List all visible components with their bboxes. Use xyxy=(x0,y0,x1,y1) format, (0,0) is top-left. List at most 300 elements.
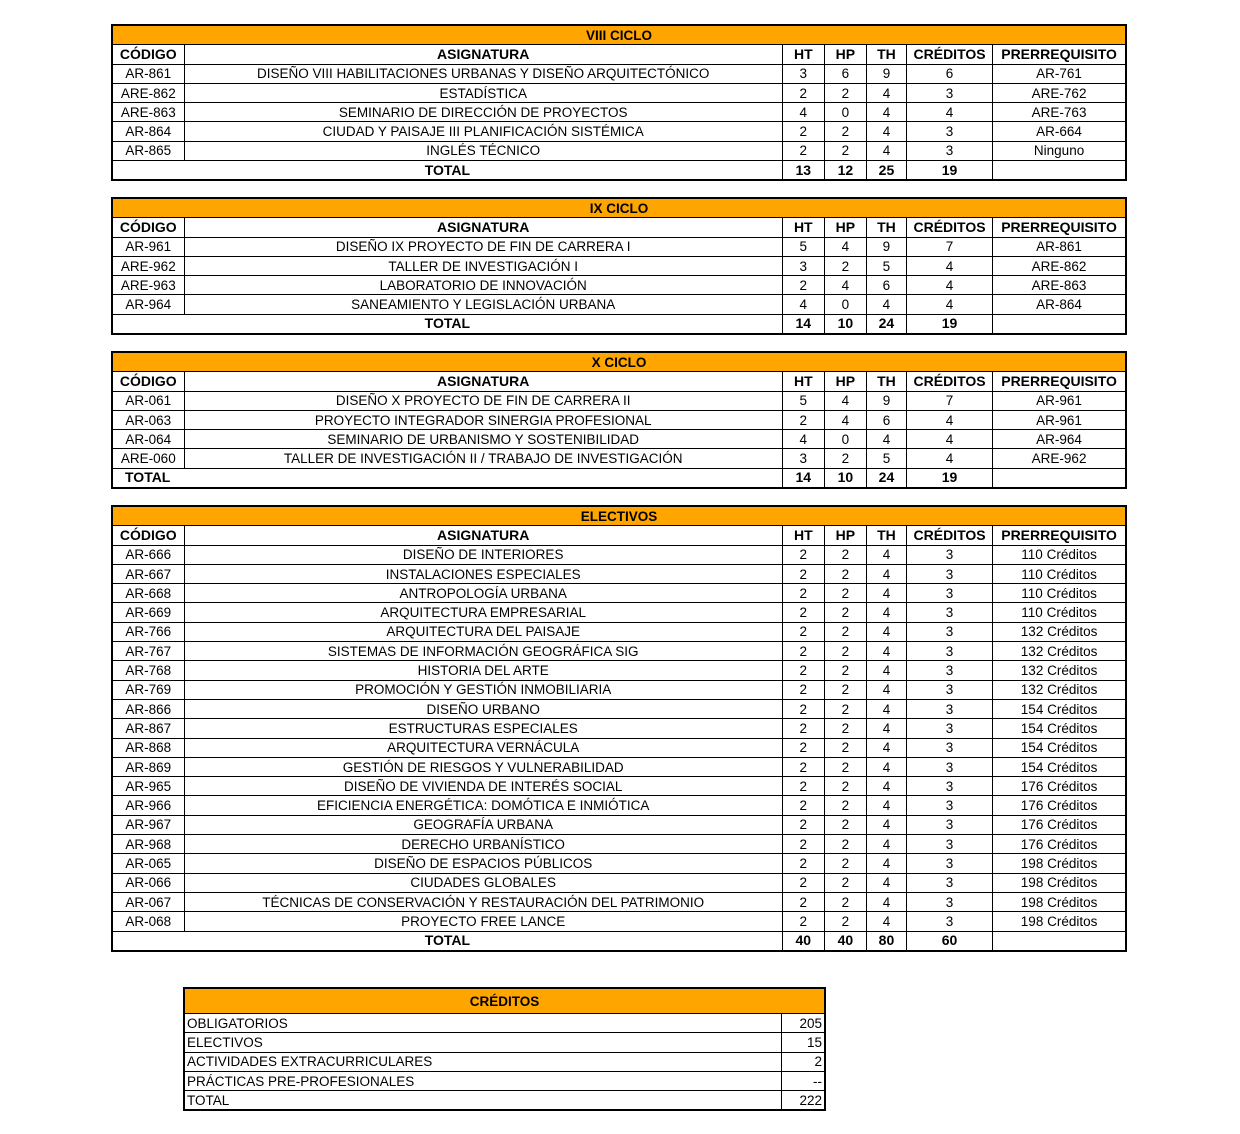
table-cell: GEOGRAFÍA URBANA xyxy=(184,815,782,834)
table-cell: 132 Créditos xyxy=(993,642,1126,661)
table-cell: Ninguno xyxy=(993,141,1126,160)
column-header: CRÉDITOS xyxy=(906,218,992,237)
table-cell: SANEAMIENTO Y LEGISLACIÓN URBANA xyxy=(184,295,782,314)
column-header: CRÉDITOS xyxy=(906,45,992,64)
table-cell: 4 xyxy=(906,276,992,295)
table-cell: 4 xyxy=(866,141,906,160)
credit-row xyxy=(184,1091,825,1111)
total-empty-cell xyxy=(993,468,1126,488)
table-cell: 110 Créditos xyxy=(993,603,1126,622)
table-cell: AR-666 xyxy=(112,545,184,564)
table-cell: 6 xyxy=(824,64,866,83)
credit-label: ELECTIVOS xyxy=(184,1033,781,1052)
table-title-row xyxy=(112,25,1126,45)
total-row xyxy=(112,931,1126,951)
table-cell: 4 xyxy=(906,430,992,449)
table-cell: ARE-060 xyxy=(112,449,184,468)
table-cell: ESTRUCTURAS ESPECIALES xyxy=(184,719,782,738)
table-cell: SEMINARIO DE URBANISMO Y SOSTENIBILIDAD xyxy=(184,430,782,449)
table-title: CRÉDITOS xyxy=(184,988,825,1014)
total-row xyxy=(112,314,1126,334)
table-cell: AR-866 xyxy=(112,699,184,718)
table-cell: AR-768 xyxy=(112,661,184,680)
table-cell: 4 xyxy=(906,295,992,314)
table-cell: 4 xyxy=(906,256,992,275)
table-cell: 132 Créditos xyxy=(993,680,1126,699)
column-header: HT xyxy=(782,372,824,391)
total-cr: 60 xyxy=(906,931,992,951)
table-cell: 2 xyxy=(782,410,824,429)
table-row xyxy=(112,738,1126,757)
table-cell: 5 xyxy=(866,256,906,275)
table-cell: 6 xyxy=(866,410,906,429)
total-label: TOTAL xyxy=(112,931,782,951)
table-cell: 4 xyxy=(824,410,866,429)
table-cell: 2 xyxy=(782,564,824,583)
table-cell: 5 xyxy=(866,449,906,468)
column-header: ASIGNATURA xyxy=(184,372,782,391)
table-ix-ciclo xyxy=(111,197,1127,335)
table-cell: 2 xyxy=(824,815,866,834)
table-cell: 2 xyxy=(782,873,824,892)
table-cell: 4 xyxy=(866,622,906,641)
table-row xyxy=(112,103,1126,122)
total-empty-cell xyxy=(993,314,1126,334)
table-cell: AR-864 xyxy=(112,122,184,141)
table-cell: 2 xyxy=(824,912,866,931)
table-row xyxy=(112,777,1126,796)
table-cell: 3 xyxy=(906,854,992,873)
table-cell: 2 xyxy=(782,757,824,776)
column-header: CÓDIGO xyxy=(112,45,184,64)
table-creditos xyxy=(183,987,826,1111)
table-row xyxy=(112,912,1126,931)
table-cell: 2 xyxy=(824,256,866,275)
table-cell: ANTROPOLOGÍA URBANA xyxy=(184,584,782,603)
column-header: CRÉDITOS xyxy=(906,526,992,545)
total-cr: 19 xyxy=(906,314,992,334)
table-viii-ciclo xyxy=(111,24,1127,181)
table-cell: DISEÑO DE INTERIORES xyxy=(184,545,782,564)
table-cell: 3 xyxy=(906,122,992,141)
table-row xyxy=(112,603,1126,622)
table-row xyxy=(112,719,1126,738)
table-cell: 5 xyxy=(782,391,824,410)
total-hp: 10 xyxy=(824,468,866,488)
table-cell: 4 xyxy=(866,661,906,680)
column-header: HP xyxy=(824,218,866,237)
table-cell: 3 xyxy=(782,64,824,83)
table-cell: AR-965 xyxy=(112,777,184,796)
table-cell: AR-668 xyxy=(112,584,184,603)
table-row xyxy=(112,449,1126,468)
table-cell: ESTADÍSTICA xyxy=(184,83,782,102)
column-header: HT xyxy=(782,526,824,545)
table-row xyxy=(112,642,1126,661)
table-cell: 3 xyxy=(906,912,992,931)
table-cell: 9 xyxy=(866,237,906,256)
table-row xyxy=(112,141,1126,160)
credit-row xyxy=(184,1014,825,1033)
table-cell: AR-769 xyxy=(112,680,184,699)
table-cell: AR-063 xyxy=(112,410,184,429)
table-cell: 2 xyxy=(782,622,824,641)
table-cell: 3 xyxy=(906,796,992,815)
table-cell: 3 xyxy=(906,699,992,718)
column-header: TH xyxy=(866,526,906,545)
header-row xyxy=(112,218,1126,237)
table-cell: 132 Créditos xyxy=(993,661,1126,680)
table-row xyxy=(112,295,1126,314)
total-label: TOTAL xyxy=(112,314,782,334)
table-cell: DERECHO URBANÍSTICO xyxy=(184,835,782,854)
table-cell: 2 xyxy=(824,757,866,776)
table-cell: 154 Créditos xyxy=(993,719,1126,738)
credit-value: 15 xyxy=(781,1033,825,1052)
table-cell: 4 xyxy=(866,430,906,449)
table-row xyxy=(112,622,1126,641)
table-cell: 4 xyxy=(866,892,906,911)
column-header: HP xyxy=(824,45,866,64)
table-cell: 2 xyxy=(782,603,824,622)
table-cell: ARE-963 xyxy=(112,276,184,295)
table-cell: 4 xyxy=(906,410,992,429)
table-cell: 2 xyxy=(782,83,824,102)
table-cell: 2 xyxy=(824,83,866,102)
table-cell: 2 xyxy=(824,892,866,911)
total-label: TOTAL xyxy=(112,468,782,488)
credit-value: 222 xyxy=(781,1091,825,1111)
table-cell: 7 xyxy=(906,237,992,256)
table-cell: TÉCNICAS DE CONSERVACIÓN Y RESTAURACIÓN DEL PATRIMONIO xyxy=(184,892,782,911)
table-row xyxy=(112,892,1126,911)
table-row xyxy=(112,815,1126,834)
table-cell: EFICIENCIA ENERGÉTICA: DOMÓTICA E INMIÓTICA xyxy=(184,796,782,815)
table-cell: AR-767 xyxy=(112,642,184,661)
table-cell: AR-064 xyxy=(112,430,184,449)
table-row xyxy=(112,680,1126,699)
table-title: ELECTIVOS xyxy=(112,506,1126,526)
table-cell: 2 xyxy=(782,912,824,931)
total-empty-cell xyxy=(993,161,1126,181)
table-row xyxy=(112,699,1126,718)
table-cell: GESTIÓN DE RIESGOS Y VULNERABILIDAD xyxy=(184,757,782,776)
column-header: CRÉDITOS xyxy=(906,372,992,391)
table-cell: 176 Créditos xyxy=(993,777,1126,796)
table-row xyxy=(112,83,1126,102)
table-cell: 4 xyxy=(866,699,906,718)
header-row xyxy=(112,526,1126,545)
column-header: PRERREQUISITO xyxy=(993,45,1126,64)
table-cell: 4 xyxy=(824,237,866,256)
table-cell: 2 xyxy=(782,854,824,873)
table-cell: 4 xyxy=(866,83,906,102)
table-cell: 4 xyxy=(866,103,906,122)
table-cell: AR-667 xyxy=(112,564,184,583)
table-cell: INGLÉS TÉCNICO xyxy=(184,141,782,160)
table-cell: 4 xyxy=(866,835,906,854)
table-cell: 2 xyxy=(824,545,866,564)
table-cell: 6 xyxy=(866,276,906,295)
table-cell: 4 xyxy=(866,122,906,141)
table-cell: 2 xyxy=(782,738,824,757)
table-cell: AR-061 xyxy=(112,391,184,410)
table-cell: 2 xyxy=(824,699,866,718)
column-header: PRERREQUISITO xyxy=(993,372,1126,391)
table-cell: 198 Créditos xyxy=(993,892,1126,911)
table-cell: 4 xyxy=(866,564,906,583)
table-cell: 3 xyxy=(906,83,992,102)
table-cell: ARQUITECTURA VERNÁCULA xyxy=(184,738,782,757)
table-cell: 2 xyxy=(824,603,866,622)
table-cell: PROYECTO FREE LANCE xyxy=(184,912,782,931)
table-cell: 7 xyxy=(906,391,992,410)
table-cell: 154 Créditos xyxy=(993,757,1126,776)
column-header: PRERREQUISITO xyxy=(993,526,1126,545)
table-cell: DISEÑO IX PROYECTO DE FIN DE CARRERA I xyxy=(184,237,782,256)
table-cell: TALLER DE INVESTIGACIÓN I xyxy=(184,256,782,275)
table-row xyxy=(112,430,1126,449)
credit-value: 205 xyxy=(781,1014,825,1033)
table-cell: 2 xyxy=(782,680,824,699)
credit-row xyxy=(184,1052,825,1071)
table-cell: 3 xyxy=(906,680,992,699)
table-cell: 3 xyxy=(906,141,992,160)
table-cell: ARE-863 xyxy=(993,276,1126,295)
table-cell: 4 xyxy=(782,295,824,314)
table-cell: 176 Créditos xyxy=(993,835,1126,854)
table-cell: 3 xyxy=(906,545,992,564)
table-cell: 0 xyxy=(824,295,866,314)
table-cell: DISEÑO VIII HABILITACIONES URBANAS Y DISEÑO ARQUITECTÓNICO xyxy=(184,64,782,83)
total-ht: 40 xyxy=(782,931,824,951)
total-cr: 19 xyxy=(906,468,992,488)
table-cell: 3 xyxy=(906,738,992,757)
total-th: 24 xyxy=(866,468,906,488)
table-cell: AR-865 xyxy=(112,141,184,160)
table-cell: 4 xyxy=(824,391,866,410)
table-cell: 2 xyxy=(824,642,866,661)
table-cell: 110 Créditos xyxy=(993,584,1126,603)
table-cell: AR-861 xyxy=(993,237,1126,256)
table-cell: 2 xyxy=(782,719,824,738)
table-row xyxy=(112,122,1126,141)
table-cell: INSTALACIONES ESPECIALES xyxy=(184,564,782,583)
table-cell: 110 Créditos xyxy=(993,545,1126,564)
credit-value: 2 xyxy=(781,1052,825,1071)
table-cell: AR-961 xyxy=(993,410,1126,429)
table-cell: AR-964 xyxy=(993,430,1126,449)
table-cell: DISEÑO X PROYECTO DE FIN DE CARRERA II xyxy=(184,391,782,410)
table-cell: 198 Créditos xyxy=(993,854,1126,873)
table-electivos xyxy=(111,505,1127,952)
table-cell: 3 xyxy=(906,757,992,776)
column-header: ASIGNATURA xyxy=(184,45,782,64)
table-cell: 3 xyxy=(906,873,992,892)
table-row xyxy=(112,545,1126,564)
table-title: VIII CICLO xyxy=(112,25,1126,45)
header-row xyxy=(112,45,1126,64)
column-header: TH xyxy=(866,218,906,237)
table-cell: 0 xyxy=(824,430,866,449)
table-cell: ARE-863 xyxy=(112,103,184,122)
table-cell: 9 xyxy=(866,64,906,83)
table-cell: PROYECTO INTEGRADOR SINERGIA PROFESIONAL xyxy=(184,410,782,429)
table-row xyxy=(112,854,1126,873)
table-cell: 3 xyxy=(906,622,992,641)
table-cell: TALLER DE INVESTIGACIÓN II / TRABAJO DE INVESTIGACIÓN xyxy=(184,449,782,468)
total-th: 24 xyxy=(866,314,906,334)
column-header: CÓDIGO xyxy=(112,526,184,545)
table-cell: AR-664 xyxy=(993,122,1126,141)
table-cell: 4 xyxy=(866,757,906,776)
table-x-ciclo xyxy=(111,351,1127,489)
total-ht: 14 xyxy=(782,314,824,334)
table-cell: 4 xyxy=(866,584,906,603)
table-cell: AR-761 xyxy=(993,64,1126,83)
table-cell: 198 Créditos xyxy=(993,912,1126,931)
table-row xyxy=(112,391,1126,410)
total-ht: 13 xyxy=(782,161,824,181)
table-cell: DISEÑO DE ESPACIOS PÚBLICOS xyxy=(184,854,782,873)
table-cell: 2 xyxy=(782,699,824,718)
column-header: TH xyxy=(866,372,906,391)
table-cell: AR-867 xyxy=(112,719,184,738)
table-cell: AR-766 xyxy=(112,622,184,641)
table-row xyxy=(112,835,1126,854)
table-title-row xyxy=(112,352,1126,372)
table-cell: 2 xyxy=(824,141,866,160)
table-cell: AR-068 xyxy=(112,912,184,931)
table-cell: 9 xyxy=(866,391,906,410)
table-cell: 2 xyxy=(824,449,866,468)
table-cell: 3 xyxy=(906,719,992,738)
table-cell: 2 xyxy=(782,835,824,854)
table-cell: 2 xyxy=(782,545,824,564)
table-row xyxy=(112,237,1126,256)
table-cell: PROMOCIÓN Y GESTIÓN INMOBILIARIA xyxy=(184,680,782,699)
total-hp: 10 xyxy=(824,314,866,334)
table-cell: ARE-862 xyxy=(112,83,184,102)
table-cell: AR-861 xyxy=(112,64,184,83)
credit-row xyxy=(184,1033,825,1052)
table-cell: 4 xyxy=(782,103,824,122)
table-cell: ARQUITECTURA EMPRESARIAL xyxy=(184,603,782,622)
table-cell: 2 xyxy=(824,719,866,738)
table-cell: 2 xyxy=(824,622,866,641)
table-cell: 2 xyxy=(782,892,824,911)
table-cell: 2 xyxy=(824,777,866,796)
table-cell: 3 xyxy=(906,835,992,854)
table-cell: CIUDAD Y PAISAJE III PLANIFICACIÓN SISTÉMICA xyxy=(184,122,782,141)
total-th: 80 xyxy=(866,931,906,951)
column-header: HP xyxy=(824,526,866,545)
table-cell: ARE-762 xyxy=(993,83,1126,102)
table-cell: ARE-862 xyxy=(993,256,1126,275)
total-label: TOTAL xyxy=(112,161,782,181)
table-cell: AR-869 xyxy=(112,757,184,776)
table-title-row xyxy=(112,506,1126,526)
table-cell: 6 xyxy=(906,64,992,83)
table-cell: 4 xyxy=(866,796,906,815)
table-cell: 4 xyxy=(824,276,866,295)
table-cell: AR-964 xyxy=(112,295,184,314)
table-title-row xyxy=(112,198,1126,218)
total-hp: 12 xyxy=(824,161,866,181)
table-row xyxy=(112,276,1126,295)
table-cell: 176 Créditos xyxy=(993,796,1126,815)
table-cell: 4 xyxy=(866,854,906,873)
table-cell: 132 Créditos xyxy=(993,622,1126,641)
total-hp: 40 xyxy=(824,931,866,951)
table-cell: 2 xyxy=(824,584,866,603)
table-cell: 5 xyxy=(782,237,824,256)
table-row xyxy=(112,564,1126,583)
table-cell: 3 xyxy=(906,564,992,583)
table-row xyxy=(112,757,1126,776)
table-cell: 4 xyxy=(866,912,906,931)
credit-label: OBLIGATORIOS xyxy=(184,1014,781,1033)
table-cell: 4 xyxy=(866,873,906,892)
table-cell: ARQUITECTURA DEL PAISAJE xyxy=(184,622,782,641)
table-cell: SISTEMAS DE INFORMACIÓN GEOGRÁFICA SIG xyxy=(184,642,782,661)
table-cell: DISEÑO DE VIVIENDA DE INTERÉS SOCIAL xyxy=(184,777,782,796)
credit-label: ACTIVIDADES EXTRACURRICULARES xyxy=(184,1052,781,1071)
table-cell: 2 xyxy=(824,122,866,141)
table-cell: 2 xyxy=(782,122,824,141)
table-cell: 3 xyxy=(906,603,992,622)
table-cell: 2 xyxy=(782,584,824,603)
table-cell: 4 xyxy=(866,603,906,622)
table-row xyxy=(112,256,1126,275)
table-cell: AR-961 xyxy=(112,237,184,256)
table-row xyxy=(112,796,1126,815)
table-cell: 3 xyxy=(906,661,992,680)
table-title: X CICLO xyxy=(112,352,1126,372)
column-header: CÓDIGO xyxy=(112,372,184,391)
table-cell: 4 xyxy=(866,738,906,757)
table-cell: 110 Créditos xyxy=(993,564,1126,583)
column-header: HT xyxy=(782,45,824,64)
table-cell: AR-066 xyxy=(112,873,184,892)
table-cell: 3 xyxy=(906,815,992,834)
table-cell: 4 xyxy=(782,430,824,449)
table-cell: 3 xyxy=(782,256,824,275)
table-cell: 4 xyxy=(866,295,906,314)
table-cell: 0 xyxy=(824,103,866,122)
table-cell: 2 xyxy=(782,276,824,295)
table-cell: 3 xyxy=(906,584,992,603)
table-cell: AR-968 xyxy=(112,835,184,854)
column-header: ASIGNATURA xyxy=(184,526,782,545)
table-row xyxy=(112,64,1126,83)
table-cell: HISTORIA DEL ARTE xyxy=(184,661,782,680)
column-header: HT xyxy=(782,218,824,237)
column-header: HP xyxy=(824,372,866,391)
table-cell: 2 xyxy=(824,873,866,892)
table-cell: 2 xyxy=(782,796,824,815)
table-title: IX CICLO xyxy=(112,198,1126,218)
credit-label: PRÁCTICAS PRE-PROFESIONALES xyxy=(184,1071,781,1090)
total-row xyxy=(112,468,1126,488)
table-cell: 198 Créditos xyxy=(993,873,1126,892)
header-row xyxy=(112,372,1126,391)
table-cell: 154 Créditos xyxy=(993,738,1126,757)
table-cell: 4 xyxy=(866,815,906,834)
table-cell: 2 xyxy=(824,854,866,873)
table-cell: 2 xyxy=(824,661,866,680)
table-cell: 4 xyxy=(906,103,992,122)
